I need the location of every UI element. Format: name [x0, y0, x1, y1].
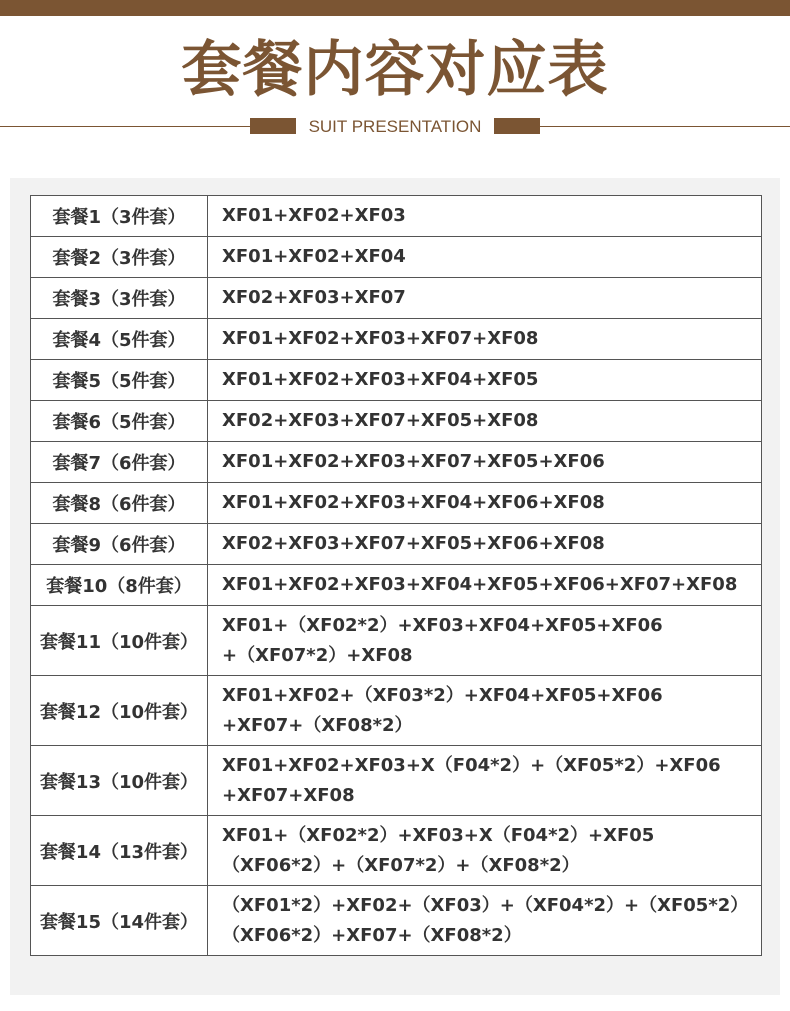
suit-name: 套餐10（8件套）: [31, 565, 208, 606]
table-row: [31, 483, 762, 524]
table-row: [31, 606, 762, 676]
suit-content-line: XF01+XF02+XF03+X（F04*2）+（XF05*2）+XF06: [222, 754, 721, 776]
suit-content: [208, 237, 762, 278]
suit-content-line: XF01+XF02+XF03+XF04+XF05+XF06+XF07+XF08: [222, 574, 738, 595]
suit-content-line: XF01+（XF02*2）+XF03+XF04+XF05+XF06: [222, 614, 663, 636]
suit-name: 套餐12（10件套）: [31, 676, 208, 746]
table-row: [31, 196, 762, 237]
suit-name: 套餐5（5件套）: [31, 360, 208, 401]
suit-content-line: XF01+（XF02*2）+XF03+X（F04*2）+XF05: [222, 824, 655, 846]
suit-content-line: XF02+XF03+XF07+XF05+XF06+XF08: [222, 533, 605, 554]
suit-content-line: +XF07+XF08: [222, 784, 355, 806]
subtitle-rule-left: [0, 126, 250, 127]
suit-content-line: XF02+XF03+XF07: [222, 287, 406, 308]
page-title: 套餐内容对应表: [181, 35, 609, 105]
suit-content: [208, 524, 762, 565]
suit-content: [208, 816, 762, 886]
top-accent-bar: [0, 0, 790, 16]
suit-table: [30, 195, 762, 956]
suit-name: 套餐7（6件套）: [31, 442, 208, 483]
suit-content: [208, 565, 762, 606]
suit-content-line: XF01+XF02+XF03+XF07+XF08: [222, 328, 539, 349]
suit-name: 套餐14（13件套）: [31, 816, 208, 886]
suit-name: 套餐4（5件套）: [31, 319, 208, 360]
suit-content: [208, 196, 762, 237]
suit-content: [208, 442, 762, 483]
suit-name: 套餐8（6件套）: [31, 483, 208, 524]
subtitle-block-left: [250, 118, 296, 134]
suit-name: 套餐6（5件套）: [31, 401, 208, 442]
suit-content: [208, 319, 762, 360]
suit-content: [208, 360, 762, 401]
suit-name: 套餐15（14件套）: [31, 886, 208, 956]
suit-content-line: XF01+XF02+（XF03*2）+XF04+XF05+XF06: [222, 684, 663, 706]
subtitle-block-right: [494, 118, 540, 134]
suit-content-line: XF01+XF02+XF03: [222, 205, 406, 226]
suit-content: [208, 886, 762, 956]
suit-name: 套餐11（10件套）: [31, 606, 208, 676]
suit-name: 套餐13（10件套）: [31, 746, 208, 816]
suit-content-line: XF01+XF02+XF04: [222, 246, 406, 267]
suit-content: [208, 676, 762, 746]
suit-content-line: XF01+XF02+XF03+XF04+XF06+XF08: [222, 492, 605, 513]
suit-content: [208, 606, 762, 676]
table-row: [31, 746, 762, 816]
subtitle-rule-right: [540, 126, 790, 127]
suit-content-line: +XF07+（XF08*2）: [222, 714, 413, 736]
table-row: [31, 676, 762, 746]
table-row: [31, 237, 762, 278]
page-subtitle: SUIT PRESENTATION: [308, 117, 482, 136]
table-row: [31, 442, 762, 483]
table-row: [31, 319, 762, 360]
suit-name: 套餐3（3件套）: [31, 278, 208, 319]
suit-name: 套餐2（3件套）: [31, 237, 208, 278]
table-row: [31, 401, 762, 442]
suit-content: [208, 746, 762, 816]
suit-name: 套餐1（3件套）: [31, 196, 208, 237]
table-row: [31, 816, 762, 886]
table-row: [31, 360, 762, 401]
suit-content-line: （XF06*2）+（XF07*2）+（XF08*2）: [222, 854, 580, 876]
suit-content: [208, 401, 762, 442]
table-row: [31, 565, 762, 606]
suit-content: [208, 483, 762, 524]
table-row: [31, 886, 762, 956]
suit-content-line: XF02+XF03+XF07+XF05+XF08: [222, 410, 539, 431]
suit-content-line: XF01+XF02+XF03+XF04+XF05: [222, 369, 539, 390]
suit-content-line: （XF01*2）+XF02+（XF03）+（XF04*2）+（XF05*2）: [222, 894, 749, 916]
table-row: [31, 524, 762, 565]
suit-content: [208, 278, 762, 319]
suit-content-line: （XF06*2）+XF07+（XF08*2）: [222, 924, 522, 946]
table-row: [31, 278, 762, 319]
suit-name: 套餐9（6件套）: [31, 524, 208, 565]
suit-content-line: +（XF07*2）+XF08: [222, 644, 413, 666]
suit-content-line: XF01+XF02+XF03+XF07+XF05+XF06: [222, 451, 605, 472]
